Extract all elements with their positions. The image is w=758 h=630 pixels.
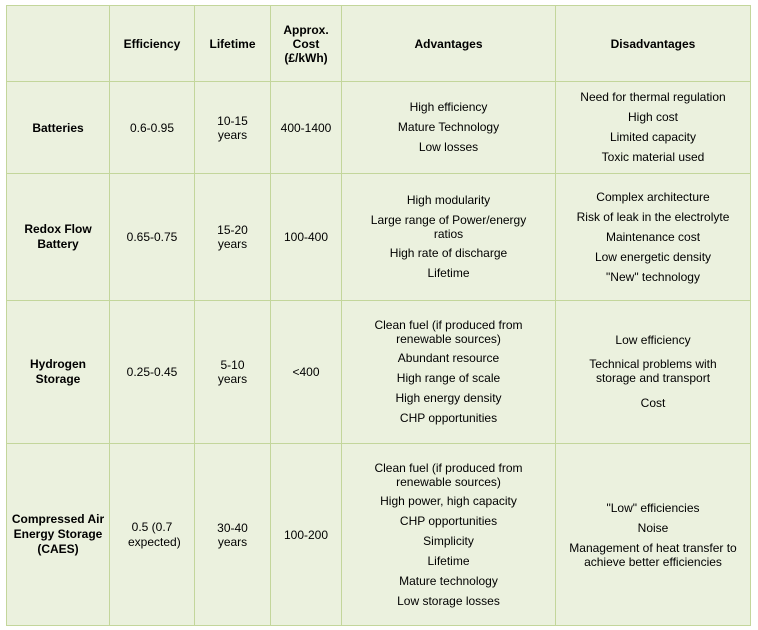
technology-name: Compressed Air Energy Storage (CAES) (7, 444, 110, 626)
advantages-list (342, 82, 556, 174)
cost-value: 400-1400 (271, 82, 342, 174)
header-cost: Approx. Cost (£/kWh) (271, 6, 342, 82)
cost-value: 100-400 (271, 174, 342, 301)
advantage-item: CHP opportunities (399, 513, 498, 528)
header-empty-cell (7, 6, 110, 82)
table-row (7, 174, 751, 301)
advantage-item: Lifetime (427, 266, 470, 280)
lifetime-value: 30-40 years (195, 444, 271, 626)
advantage-item: Mature Technology (397, 120, 500, 134)
lifetime-value: 15-20 years (195, 174, 271, 301)
table-row (7, 444, 751, 626)
efficiency-value: 0.65-0.75 (110, 174, 195, 301)
advantage-item: Low losses (418, 140, 479, 154)
advantages-list (342, 174, 556, 301)
header-lifetime: Lifetime (195, 6, 271, 82)
advantage-item: High power, high capacity (380, 493, 517, 508)
cost-value: <400 (271, 301, 342, 444)
disadvantage-item: Noise (637, 520, 669, 535)
lifetime-value: 5-10 years (195, 301, 271, 444)
header-disadvantages: Disadvantages (556, 6, 751, 82)
advantage-item: Low storage losses (397, 593, 500, 608)
advantage-item: High efficiency (409, 100, 488, 114)
disadvantages-list (556, 444, 751, 626)
efficiency-value: 0.25-0.45 (110, 301, 195, 444)
technology-name: Hydrogen Storage (7, 301, 110, 444)
advantage-item: High range of scale (396, 371, 501, 385)
advantages-list (342, 301, 556, 444)
disadvantage-item: High cost (627, 110, 679, 124)
advantage-item: High energy density (395, 391, 502, 405)
disadvantage-item: Technical problems with storage and transport (589, 357, 717, 385)
advantage-item: CHP opportunities (399, 411, 498, 425)
disadvantages-list (556, 174, 751, 301)
disadvantage-item: Low energetic density (594, 249, 712, 264)
disadvantage-item: Management of heat transfer to achieve better efficiencies (569, 540, 737, 569)
advantage-item: Large range of Power/energy ratios (370, 213, 527, 241)
advantage-item: Lifetime (427, 553, 470, 568)
disadvantage-item: Need for thermal regulation (580, 90, 726, 104)
lifetime-value: 10-15 years (195, 82, 271, 174)
disadvantage-item: Maintenance cost (605, 229, 701, 244)
advantages-list (342, 444, 556, 626)
table-row (7, 82, 751, 174)
disadvantage-item: Low efficiency (615, 333, 691, 347)
energy-storage-comparison-table (6, 5, 751, 626)
advantage-item: Mature technology (399, 573, 498, 588)
disadvantages-list (556, 82, 751, 174)
disadvantage-item: Risk of leak in the electrolyte (576, 209, 730, 224)
efficiency-value: 0.6-0.95 (110, 82, 195, 174)
header-advantages: Advantages (342, 6, 556, 82)
table-row (7, 301, 751, 444)
disadvantage-item: Limited capacity (609, 130, 697, 144)
cost-value: 100-200 (271, 444, 342, 626)
technology-name: Batteries (7, 82, 110, 174)
disadvantage-item: "Low" efficiencies (606, 500, 700, 515)
disadvantage-item: Cost (640, 396, 666, 410)
technology-name: Redox Flow Battery (7, 174, 110, 301)
header-row (7, 6, 751, 82)
disadvantage-item: Complex architecture (596, 189, 710, 204)
header-efficiency: Efficiency (110, 6, 195, 82)
advantage-item: High rate of discharge (389, 246, 508, 260)
advantage-item: Clean fuel (if produced from renewable sources) (374, 460, 523, 489)
efficiency-value: 0.5 (0.7 expected) (110, 444, 195, 626)
disadvantages-list (556, 301, 751, 444)
disadvantage-item: Toxic material used (601, 150, 705, 164)
disadvantage-item: "New" technology (606, 269, 700, 284)
advantage-item: Abundant resource (397, 351, 500, 365)
advantage-item: Clean fuel (if produced from renewable sources) (374, 318, 523, 346)
advantage-item: Simplicity (423, 533, 474, 548)
advantage-item: High modularity (406, 193, 491, 207)
